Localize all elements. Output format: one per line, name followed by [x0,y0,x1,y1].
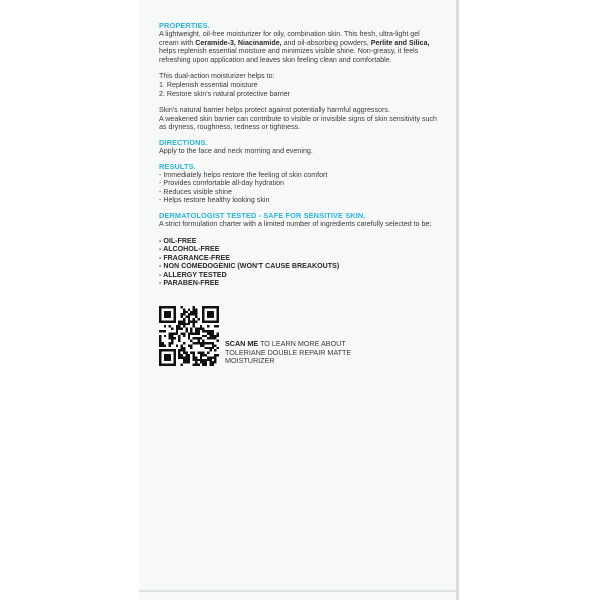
claim-item: - ALLERGY TESTED [159,270,227,279]
box-edge-shadow [456,0,459,600]
claim-item: - FRAGRANCE-FREE [159,253,230,262]
claim-item: - ALCOHOL-FREE [159,245,220,254]
scan-me-description: TO LEARN MORE ABOUT TOLERIANE DOUBLE REPAIR MATTE MOISTURIZER [225,339,352,366]
properties-intro-3: helps replenish essential moisture and minimizes visible shine. Non-greasy, it feels refreshing upon application and leaves skin feeling clean and comfortable. [159,47,419,64]
claims-list [159,237,437,289]
dermatologist-text: A strict formulation charter with a limited number of ingredients carefully selected to be: [159,219,432,228]
claim-item: - PARABEN-FREE [159,279,220,288]
result-item: - Provides comfortable all-day hydration [159,179,284,188]
box-bottom-edge [139,590,459,592]
ingredient-perlite-silica: Perlite and Silica, [370,38,430,47]
result-item: - Reduces visible shine [159,187,232,196]
directions-text: Apply to the face and neck morning and evening. [159,146,313,155]
qr-section [159,306,365,366]
benefit-item: 1. Replenish essential moisture [159,80,258,89]
dual-action-text: This dual-action moisturizer helps to: [159,72,275,81]
scan-me-label: SCAN ME [225,339,259,348]
barrier-text: A weakened skin barrier can contribute to visible or invisible signs of skin sensitivity such as dryness, roughness, redness or tightness. [159,114,437,132]
results-heading: RESULTS. [159,161,196,171]
qr-code-icon[interactable] [159,306,219,366]
claim-item: - NON COMEDOGENIC (WON'T CAUSE BREAKOUTS) [159,262,340,271]
properties-intro-1: A lightweight, oil-free moisturizer for oily, combination skin. This fresh, ultra-light gel cream with [159,30,420,47]
product-box-back-panel [139,0,459,600]
properties-description [159,30,437,64]
directions-heading: DIRECTIONS. [159,137,208,147]
benefit-item: 2. Restore skin's natural protective barrier [159,89,291,98]
properties-intro-2: and oil-absorbing powders, [281,38,371,47]
properties-heading: PROPERTIES. [159,21,210,30]
result-item: - Immediately helps restore the feeling of skin comfort [159,170,328,179]
ingredient-ceramide-niacinamide: Ceramide-3, Niacinamide, [195,38,282,47]
claim-item: - OIL-FREE [159,236,197,245]
result-item: - Helps restore healthy looking skin [159,196,270,205]
dermatologist-heading: DERMATOLOGIST TESTED - SAFE FOR SENSITIVE SKIN. [159,210,366,220]
scan-me-text [225,340,365,366]
barrier-text: Skin's natural barrier helps protect against potentially harmful aggressors. [159,106,390,115]
label-text-block [159,21,437,288]
